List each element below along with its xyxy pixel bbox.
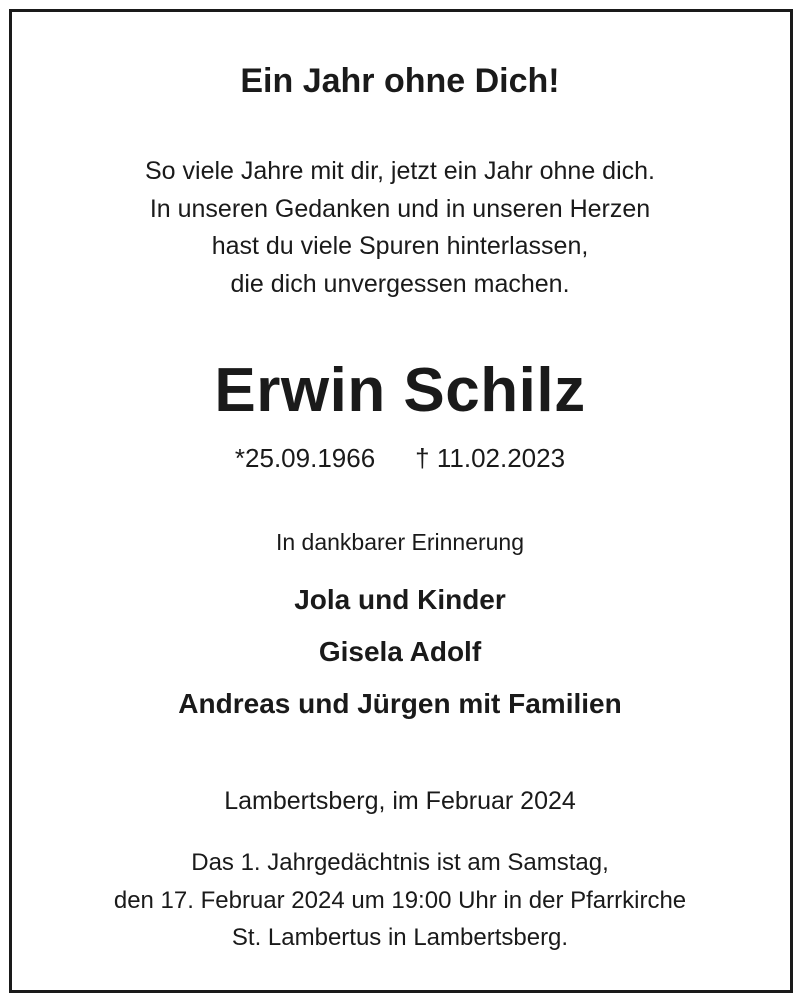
verse-line: hast du viele Spuren hinterlassen, (211, 232, 589, 260)
service-notice-line: St. Lambertus in Lambertsberg. (231, 924, 569, 951)
verse-line: So viele Jahre mit dir, jetzt ein Jahr ohne dich. (145, 157, 655, 185)
verse-line: die dich unvergessen machen. (230, 270, 570, 298)
death-date: † 11.02.2023 (415, 443, 566, 473)
life-dates (0, 445, 800, 471)
place-date: Lambertsberg, im Februar 2024 (224, 787, 576, 815)
service-notice-line: Das 1. Jahrgedächtnis ist am Samstag, (191, 849, 609, 876)
mourner-name: Gisela Adolf (318, 636, 482, 667)
deceased-name: Erwin Schilz (214, 356, 586, 425)
memory-line: In dankbarer Erinnerung (275, 529, 525, 555)
mourner-name: Andreas und Jürgen mit Familien (178, 688, 622, 719)
verse-line: In unseren Gedanken und in unseren Herzen (149, 195, 651, 223)
service-notice-line: den 17. Februar 2024 um 19:00 Uhr in der Pfarrkirche (113, 887, 687, 914)
birth-date: *25.09.1966 (234, 443, 376, 473)
mourner-name: Jola und Kinder (294, 584, 506, 615)
headline: Ein Jahr ohne Dich! (240, 62, 560, 100)
